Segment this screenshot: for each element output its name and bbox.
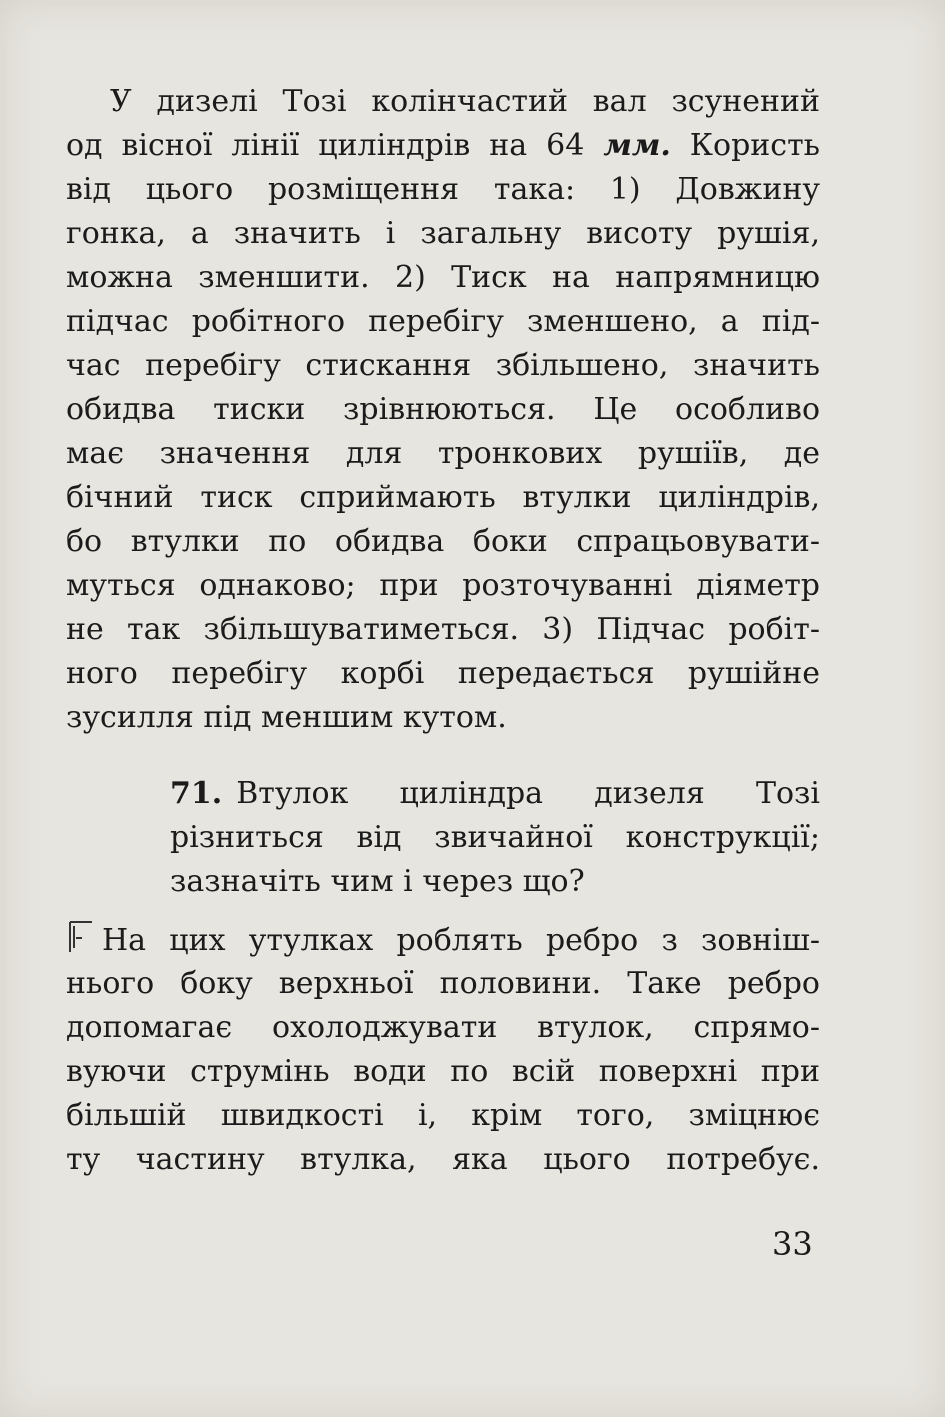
text-line: підчас робітного перебігу зменшено, а під- xyxy=(66,304,820,339)
text-line: ту частину втулка, яка цього потребує. xyxy=(66,1142,820,1177)
text-line: вуючи струмінь води по всій поверхні при xyxy=(66,1054,820,1089)
text-line: обидва тиски зрівнюються. Це особливо xyxy=(66,392,820,427)
text-line-start: од вісної лінії циліндрів на 64 xyxy=(66,128,604,163)
text-line: зазначіть чим і через що? xyxy=(170,864,585,899)
answer-first-line: На цих утулках роблять ребро з зовніш- xyxy=(102,923,820,958)
text-line: час перебігу стискання збільшено, значить xyxy=(66,348,820,383)
answer-mark-icon xyxy=(66,918,96,954)
text-line-end: Користь xyxy=(670,128,820,163)
text-line: У дизелі Тозі колінчастий вал зсунений xyxy=(110,84,820,119)
answer-paragraph xyxy=(66,918,820,1182)
question-71 xyxy=(170,772,820,904)
text-line: не так збільшуватиметься. 3) Підчас робіт- xyxy=(66,612,820,647)
text-line: нього боку верхньої половини. Таке ребро xyxy=(66,966,820,1001)
page-number: 33 xyxy=(772,1225,813,1263)
text-line: допомагає охолоджувати втулок, спрямо- xyxy=(66,1010,820,1045)
text-line: різниться від звичайної конструкції; xyxy=(170,820,820,855)
question-text: Втулок циліндра дизеля Тозі xyxy=(236,776,820,811)
text-line xyxy=(170,772,820,816)
text-line: має значення для тронкових рушіїв, де xyxy=(66,436,820,471)
text-line: зусилля під меншим кутом. xyxy=(66,700,507,735)
text-line: бо втулки по обидва боки спрацьовувати- xyxy=(66,524,820,559)
text-line: більшій швидкості і, крім того, зміцнює xyxy=(66,1098,820,1133)
text-line: ного перебігу корбі передається рушійне xyxy=(66,656,820,691)
question-number: 71. xyxy=(170,776,223,811)
text-line: муться однаково; при розточуванні діяметр xyxy=(66,568,820,603)
paragraph-diesel-crankshaft xyxy=(66,80,820,740)
text-line: від цього розміщення така: 1) Довжину xyxy=(66,172,820,207)
text-line: гонка, а значить і загальну висоту рушія, xyxy=(66,216,820,251)
text-line xyxy=(66,918,820,962)
text-line: бічний тиск сприймають втулки циліндрів, xyxy=(66,480,820,515)
unit-mm: мм. xyxy=(603,128,671,163)
text-line xyxy=(66,124,820,168)
text-line: можна зменшити. 2) Тиск на напрямницю xyxy=(66,260,820,295)
